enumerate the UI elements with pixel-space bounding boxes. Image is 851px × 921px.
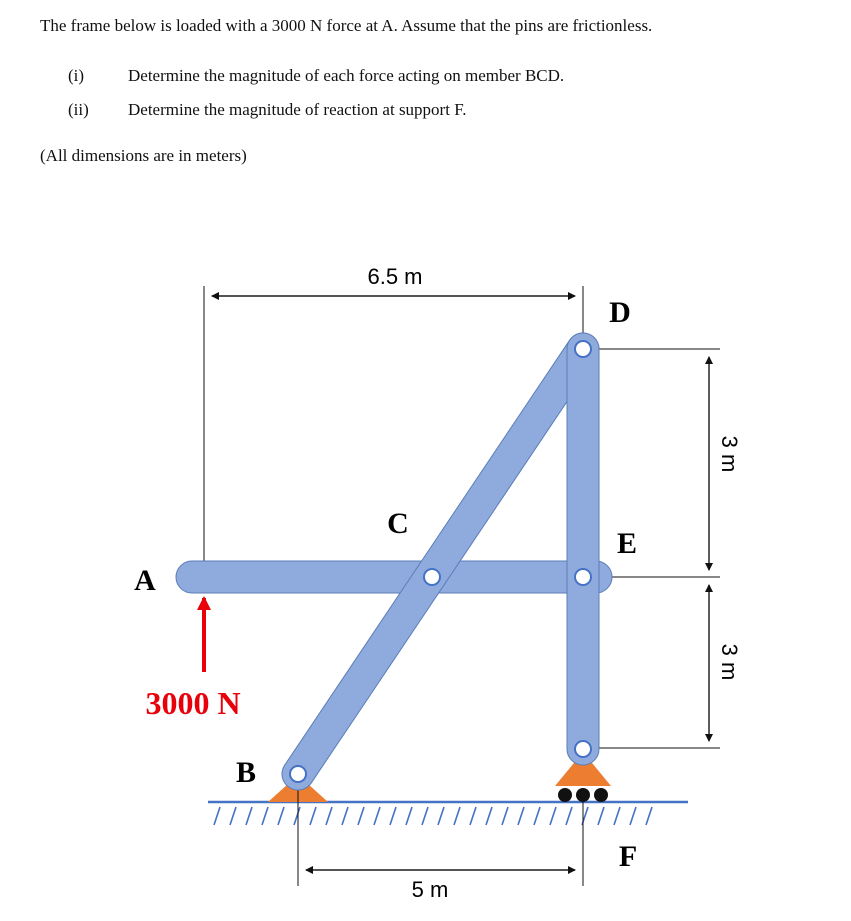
pin-d <box>575 341 591 357</box>
label-c: C <box>387 507 409 540</box>
question-2-number: (ii) <box>68 100 89 119</box>
pin-f <box>575 741 591 757</box>
dimension-top-label: 6.5 m <box>367 264 423 289</box>
dimension-right-lower-label: 3 m <box>717 643 742 681</box>
label-b: B <box>235 756 257 789</box>
pin-e <box>575 569 591 585</box>
member-ae <box>176 561 612 593</box>
pin-c <box>424 569 440 585</box>
label-e: E <box>616 527 638 560</box>
pin-b <box>290 766 306 782</box>
ground <box>208 802 688 825</box>
label-a: A <box>134 564 156 597</box>
problem-intro: The frame below is loaded with a 3000 N force at A. Assume that the pins are frictionless. <box>40 16 653 35</box>
dimension-bottom-label: 5 m <box>411 877 449 902</box>
load-label: 3000 N <box>145 685 241 721</box>
label-f: F <box>618 840 638 873</box>
question-2-text: Determine the magnitude of reaction at support F. <box>128 100 467 119</box>
member-def <box>567 333 599 765</box>
dimension-right <box>590 349 720 748</box>
question-1-text: Determine the magnitude of each force acting on member BCD. <box>128 66 565 85</box>
label-d: D <box>609 296 631 329</box>
question-1-number: (i) <box>68 66 85 85</box>
dimension-right-upper-label: 3 m <box>717 435 742 473</box>
dimensions-note: (All dimensions are in meters) <box>40 146 247 165</box>
dimension-bottom <box>298 790 583 886</box>
